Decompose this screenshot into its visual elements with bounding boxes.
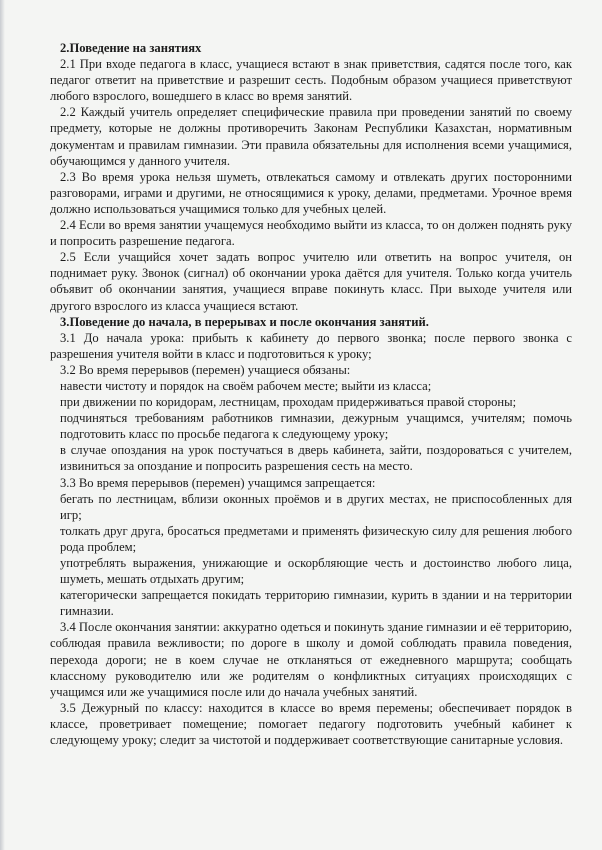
paragraph-3-1: 3.1 До начала урока: прибыть к кабинету до первого звонка; после первого звонка с разрешения учителя войти в класс и подготовиться к уроку; (50, 330, 572, 361)
paragraph-3-5: 3.5 Дежурный по классу: находится в классе во время перемены; обеспечивает порядок в классе, проветривает помещение; помогает педагогу подготовить учебный кабинет к следующему уроку; следит за чистотой и поддерживает соответствующие санитарные условия. (50, 700, 572, 748)
paragraph-3-4: 3.4 После окончания занятии: аккуратно одеться и покинуть здание гимназии и её территорию, соблюдая правила вежливости; по дороге в школу и домой соблюдать правила поведения, перехода дороги; не в коем случае не откланяться от ежедневного маршрута; сообщать классному руководителю или же родителям о конфликтных ситуациях происходящих с учащимся или же учащимися после или до начала учебных занятий. (50, 620, 572, 699)
duty-item: подчиняться требованиям работников гимназии, дежурным учащимся, учителям; помочь подготовить класс по просьбе педагога к следующему уроку; (60, 411, 572, 442)
paragraph-2-4: 2.4 Если во время занятии учащемуся необходимо выйти из класса, то он должен поднять руку и попросить разрешение педагога. (50, 218, 572, 249)
duty-item: при движении по коридорам, лестницам, проходам придерживаться правой стороны; (60, 395, 517, 410)
scan-edge-shadow (0, 0, 5, 850)
rules-text (50, 40, 572, 748)
paragraph-2-3: 2.3 Во время урока нельзя шуметь, отвлекаться самому и отвлекать других посторонними разговорами, играми и другими, не относящимися к уроку, делами, предметами. Урочное время должно использоваться учащимися только для учебных целей. (50, 169, 572, 216)
duty-item: в случае опоздания на урок постучаться в дверь кабинета, зайти, поздороваться с учителем, извиниться за опоздание и попросить разрешения сесть на место. (60, 443, 572, 474)
paragraph-2-1: 2.1 При входе педагога в класс, учащиеся встают в знак приветствия, садятся после того, как педагог ответит на приветствие и разрешит сесть. Подобным образом учащиеся приветствуют любого взрослого, вошедшего в класс во время занятий. (50, 57, 572, 104)
paragraph-3-3: 3.3 Во время перерывов (перемен) учащимся запрещается: (60, 475, 376, 490)
prohibition-item: толкать друг друга, бросаться предметами и применять физическую силу для решения любого рода проблем; (60, 523, 572, 554)
paragraph-3-2: 3.2 Во время перерывов (перемен) учащиеся обязаны: (60, 362, 351, 377)
prohibition-item: категорически запрещается покидать территорию гимназии, курить в здании и на территории гимназии. (60, 588, 572, 619)
duty-item: навести чистоту и порядок на своём рабочем месте; выйти из класса; (60, 378, 432, 393)
prohibition-item: употреблять выражения, унижающие и оскорбляющие честь и достоинство любого лица, шуметь, мешать отдыхать другим; (60, 556, 572, 587)
prohibition-item: бегать по лестницам, вблизи оконных проёмов и в других местах, не приспособленных для игр; (60, 491, 572, 522)
section-3-heading: 3.Поведение до начала, в перерывах и после окончания занятий. (60, 314, 429, 329)
section-2-heading: 2.Поведение на занятиях (60, 41, 202, 55)
paragraph-2-2: 2.2 Каждый учитель определяет специфические правила при проведении занятий по своему предмету, которые не должны противоречить Законам Республики Казахстан, нормативным документам и правилам гимназии. Эти правила обязательны для исполнения всеми учащимися, обучающимся у данного учителя. (50, 105, 572, 168)
paragraph-2-5: 2.5 Если учащийся хочет задать вопрос учителю или ответить на вопрос учителя, он поднимает руку. Звонок (сигнал) об окончании урока даётся для учителя. Только когда учитель объявит об окончании занятия, учащиеся вправе покинуть класс. При выходе учителя или другого взрослого из класса учащиеся встают. (50, 250, 572, 313)
